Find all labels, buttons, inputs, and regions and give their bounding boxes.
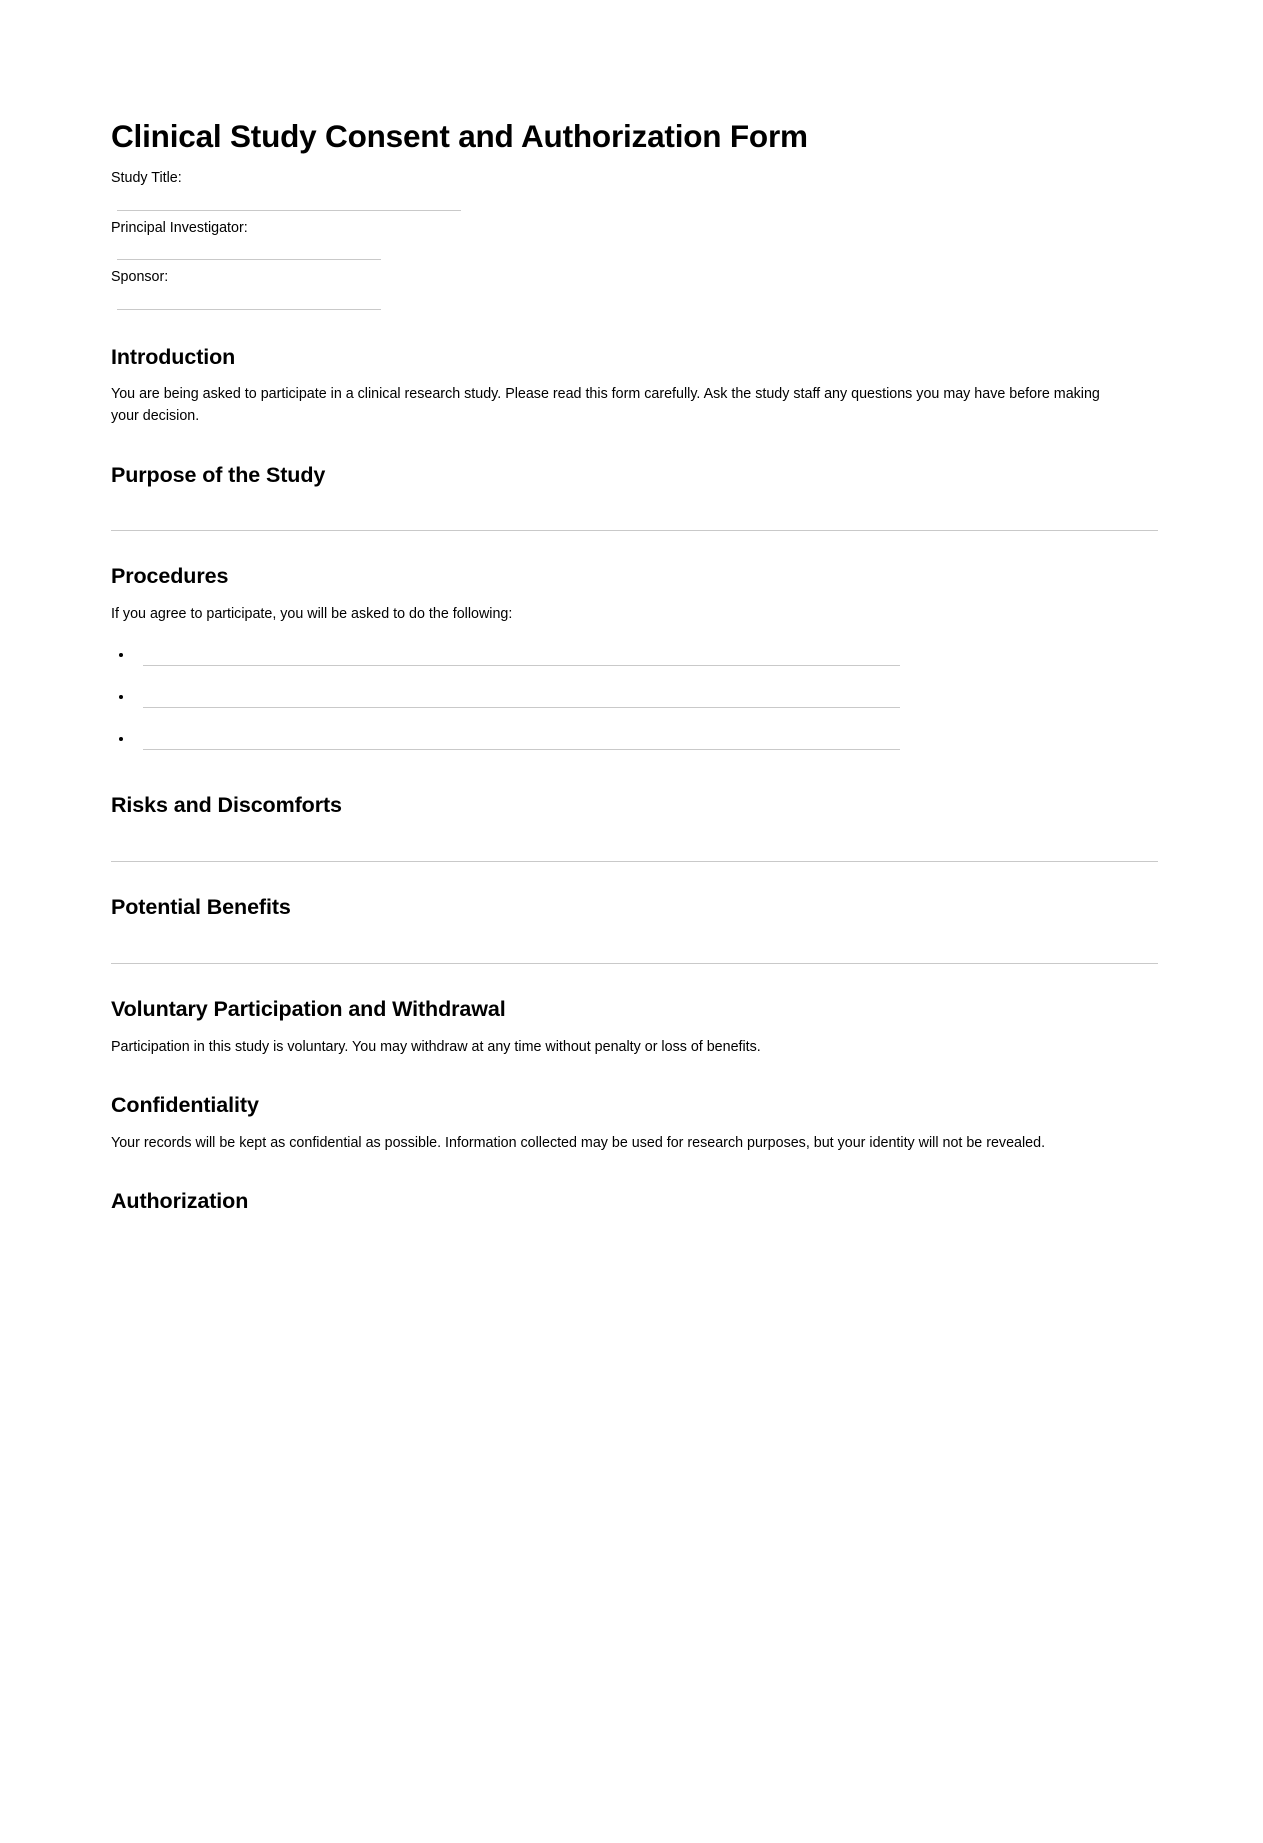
list-item — [111, 689, 1158, 718]
section-authorization — [111, 1189, 1158, 1215]
section-heading-voluntary-participation-and-withdrawal: Voluntary Participation and Withdrawal — [111, 996, 506, 1021]
section-heading-procedures: Procedures — [111, 564, 229, 589]
page-title: Clinical Study Consent and Authorization Form — [111, 118, 808, 154]
procedure-list — [111, 647, 1158, 760]
list-item — [111, 731, 1158, 760]
field-input-sponsor[interactable] — [117, 309, 381, 310]
bullet-icon — [119, 653, 123, 657]
procedure-input-3[interactable] — [143, 749, 900, 750]
section-introduction — [111, 345, 1158, 428]
section-body-confidentiality: Your records will be kept as confidential as possible. Information collected may be used for research purposes, but your identity will not be revealed. — [111, 1134, 1046, 1151]
section-input-potential-benefits[interactable] — [111, 963, 1158, 964]
field-label-principal-investigator: Principal Investigator: — [111, 219, 248, 236]
section-input-purpose-of-the-study[interactable] — [111, 530, 1158, 531]
list-item — [111, 647, 1158, 676]
section-body-voluntary-participation-and-withdrawal: Participation in this study is voluntary. You may withdraw at any time without penalty or loss of benefits. — [111, 1038, 761, 1055]
bullet-icon — [119, 737, 123, 741]
section-risks-and-discomforts — [111, 793, 1158, 862]
section-heading-potential-benefits: Potential Benefits — [111, 895, 291, 920]
section-body-introduction: You are being asked to participate in a clinical research study. Please read this form carefully. Ask the study staff any questions you may have before making your decision. — [111, 386, 1100, 425]
field-study-title — [111, 168, 1158, 210]
section-heading-confidentiality: Confidentiality — [111, 1092, 259, 1117]
section-procedures — [111, 564, 1158, 760]
header-fields-block — [111, 168, 1158, 309]
bullet-icon — [119, 695, 123, 699]
field-principal-investigator — [111, 218, 1158, 260]
section-heading-risks-and-discomforts: Risks and Discomforts — [111, 793, 342, 818]
section-heading-introduction: Introduction — [111, 344, 236, 369]
section-confidentiality — [111, 1093, 1158, 1154]
field-input-study-title[interactable] — [117, 210, 461, 211]
field-label-study-title: Study Title: — [111, 170, 182, 187]
field-label-sponsor: Sponsor: — [111, 269, 169, 286]
document-content — [111, 118, 1158, 1215]
section-input-risks-and-discomforts[interactable] — [111, 861, 1158, 862]
section-heading-authorization: Authorization — [111, 1188, 249, 1213]
section-heading-purpose-of-the-study: Purpose of the Study — [111, 462, 326, 487]
procedure-input-1[interactable] — [143, 665, 900, 666]
section-purpose-of-the-study — [111, 463, 1158, 532]
section-potential-benefits — [111, 895, 1158, 964]
section-voluntary-participation-and-withdrawal — [111, 997, 1158, 1058]
procedure-input-2[interactable] — [143, 707, 900, 708]
field-sponsor — [111, 267, 1158, 309]
field-input-principal-investigator[interactable] — [117, 259, 381, 260]
section-body-procedures: If you agree to participate, you will be asked to do the following: — [111, 606, 513, 623]
